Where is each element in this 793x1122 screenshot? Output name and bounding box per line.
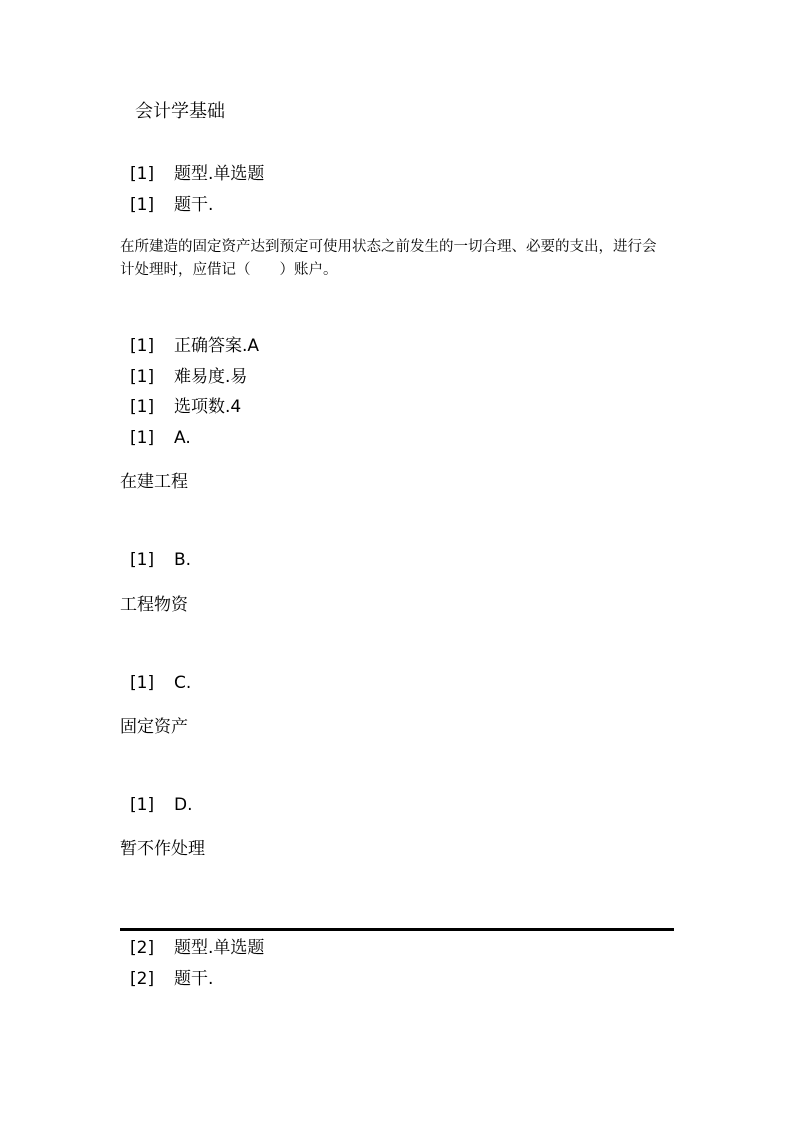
question-stem-text: 在所建造的固定资产达到预定可使用状态之前发生的一切合理、必要的支出，进行会计处理时，应借记（ ）账户。 xyxy=(120,239,657,278)
question-number-tag: [2] xyxy=(130,938,155,958)
option-b-text: 工程物资 xyxy=(120,595,188,615)
option-a-text: 在建工程 xyxy=(120,472,188,492)
question-number-tag: [1] xyxy=(130,550,155,570)
question-number-tag: [1] xyxy=(130,164,155,184)
question-stem-label: 题干. xyxy=(174,195,214,215)
option-c-label: C. xyxy=(174,673,192,693)
question-stem-label: 题干. xyxy=(174,969,214,989)
question-number-tag: [2] xyxy=(130,969,155,989)
option-a-label: A. xyxy=(174,428,191,448)
correct-answer-label: 正确答案.A xyxy=(174,336,260,356)
question-type-label: 题型.单选题 xyxy=(174,938,265,958)
option-d-label: D. xyxy=(174,795,193,815)
difficulty-label: 难易度.易 xyxy=(174,367,248,387)
question-number-tag: [1] xyxy=(130,795,155,815)
question-number-tag: [1] xyxy=(130,367,155,387)
option-count-label: 选项数.4 xyxy=(174,397,242,417)
question-divider xyxy=(120,928,674,931)
option-d-text: 暂不作处理 xyxy=(120,839,205,859)
option-b-label: B. xyxy=(174,550,192,570)
question-number-tag: [1] xyxy=(130,336,155,356)
document-title: 会计学基础 xyxy=(135,101,225,122)
question-number-tag: [1] xyxy=(130,195,155,215)
question-number-tag: [1] xyxy=(130,397,155,417)
question-number-tag: [1] xyxy=(130,428,155,448)
option-c-text: 固定资产 xyxy=(120,717,188,737)
question-number-tag: [1] xyxy=(130,673,155,693)
question-type-label: 题型.单选题 xyxy=(174,164,265,184)
